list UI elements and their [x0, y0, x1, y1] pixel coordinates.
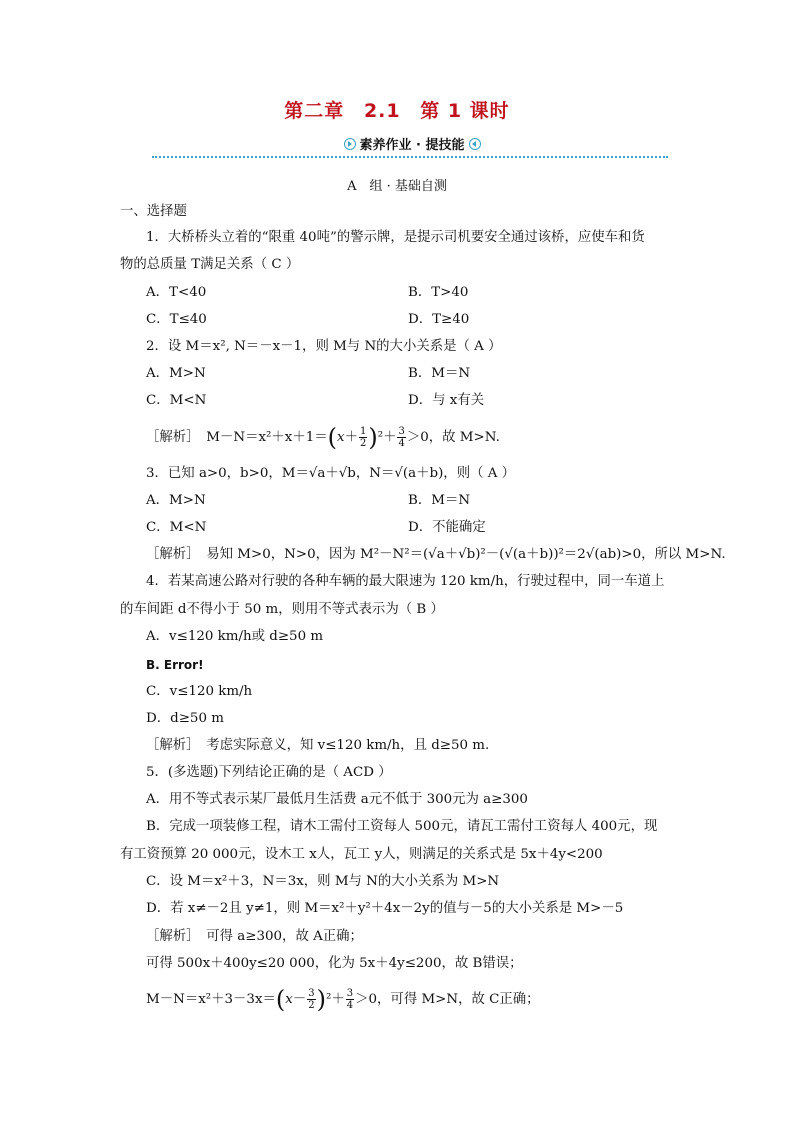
q4-option-a: A．v≤120 km/h或 d≥50 m: [146, 629, 324, 644]
fraction-denominator: 4: [398, 438, 405, 449]
q4-stem-line1: 4．若某高速公路对行驶的各种车辆的最大限速为 120 km/h，行驶过程中，同一车道上: [146, 574, 665, 589]
q5-solution-line3: M－N＝x²＋3－3x＝(x－ $\frac{3}{2}$ )²＋ $\frac{3}{4}$ ＞0，可得 M>N，故 C正确；: [146, 985, 540, 1014]
play-right-icon: [344, 138, 356, 150]
q5-solution-line2: 可得 500x＋400y≤20 000，化为 5x＋4y≤200，故 B错误；: [146, 956, 523, 971]
q3-option-c: C．M<N: [146, 520, 207, 535]
fraction-denominator: 2: [359, 438, 367, 449]
q2-option-a: A．M>N: [146, 366, 206, 381]
fraction: [359, 426, 367, 449]
fraction-numerator: 3: [308, 988, 315, 999]
q2-solution-text: ［解析］ M－N＝x²＋x＋1＝: [146, 430, 328, 445]
paren-close: ): [316, 985, 326, 1014]
fraction: [397, 426, 405, 449]
q4-option-b: B. Error!: [146, 658, 204, 672]
q2-stem: 2．设 M＝x², N＝－x－1，则 M与 N的大小关系是（ A ）: [146, 339, 502, 354]
q5-stem: 5．(多选题)下列结论正确的是（ ACD ）: [146, 765, 392, 780]
q4-option-c: C．v≤120 km/h: [146, 684, 253, 699]
page-title: [0, 96, 794, 123]
fraction-denominator: 2: [308, 1000, 315, 1011]
q1-option-d: D．T≥40: [408, 312, 470, 327]
banner-label: 素养作业 · 提技能: [359, 138, 465, 153]
paren-open: (: [275, 985, 286, 1014]
q5-option-c: C．设 M＝x²＋3，N＝3x，则 M与 N的大小关系为 M>N: [146, 874, 500, 889]
q5-option-b-line2: 有工资预算 20 000元，设木工 x人，瓦工 y人，则满足的关系式是 5x＋4y<200: [120, 847, 603, 862]
paren-open: (: [327, 423, 337, 452]
q2-solution-tail: ＞0，故 M>N.: [406, 430, 500, 445]
q5-option-b-line1: B．完成一项装修工程，请木工需付工资每人 500元，请瓦工需付工资每人 400元，现: [146, 819, 658, 834]
fraction-numerator: 3: [346, 988, 354, 999]
q2-option-d: D．与 x有关: [408, 393, 485, 408]
q3-option-a: A．M>N: [146, 493, 206, 508]
q5-option-a: A．用不等式表示某厂最低月生活费 a元不低于 300元为 a≥300: [146, 792, 528, 807]
paren-close: ): [368, 423, 378, 452]
q4-solution: ［解析］ 考虑实际意义，知 v≤120 km/h，且 d≥50 m.: [146, 738, 490, 753]
q1-option-c: C．T≤40: [146, 312, 207, 327]
fraction: [346, 988, 354, 1011]
q1-option-a: A．T<40: [146, 285, 207, 300]
section-banner: [152, 136, 668, 158]
q1-stem-line2: 物的总质量 T满足关系（ C ）: [120, 257, 300, 272]
fraction-numerator: 1: [359, 426, 367, 437]
q3-solution: ［解析］ 易知 M>0，N>0，因为 M²－N²＝(√a＋√b)²－(√(a＋b))²＝2√(ab)>0，所以 M>N.: [146, 547, 726, 562]
q4-stem-line2: 的车间距 d不得小于 50 m，则用不等式表示为（ B ）: [120, 602, 444, 617]
chapter-label: 第二章: [284, 100, 345, 122]
fraction-numerator: 3: [398, 426, 405, 437]
q3-stem: 3．已知 a>0，b>0，M＝√a＋√b，N＝√(a＋b)，则（ A ）: [146, 466, 516, 481]
q1-option-b: B．T>40: [408, 285, 469, 300]
banner-pill: [332, 137, 492, 155]
group-heading: A 组 · 基础自测: [347, 179, 447, 194]
q5-solution-line1: ［解析］ 可得 a≥300，故 A正确；: [146, 929, 363, 944]
section-label: 2.1: [363, 100, 401, 122]
q4-option-d: D．d≥50 m: [146, 711, 224, 726]
section-heading: 一、选择题: [120, 204, 187, 219]
q1-stem-line1: 1．大桥桥头立着的“限重 40吨”的警示牌，是提示司机要安全通过该桥，应使车和货: [146, 230, 645, 245]
q2-option-b: B．M＝N: [408, 366, 471, 381]
q5-option-d: D．若 x≠－2且 y≠1，则 M＝x²＋y²＋4x－2y的值与－5的大小关系是 M>－5: [146, 901, 624, 916]
play-left-icon: [469, 138, 481, 150]
q5-solution-tail: ＞0，可得 M>N，故 C正确；: [355, 992, 540, 1007]
dotted-divider: [152, 156, 668, 158]
q2-solution: ［解析］ M－N＝x²＋x＋1＝(x＋ $\frac{1}{2}$ )²＋ $\frac{3}{4}$ ＞0，故 M>N.: [146, 423, 500, 452]
fraction-denominator: 4: [346, 1000, 354, 1011]
q3-option-d: D．不能确定: [408, 520, 486, 535]
fraction: [307, 988, 315, 1011]
q2-option-c: C．M<N: [146, 393, 207, 408]
q3-option-b: B．M＝N: [408, 493, 471, 508]
q5-solution-text: M－N＝x²＋3－3x＝: [146, 992, 276, 1007]
lesson-label: 第 1 课时: [420, 100, 510, 122]
